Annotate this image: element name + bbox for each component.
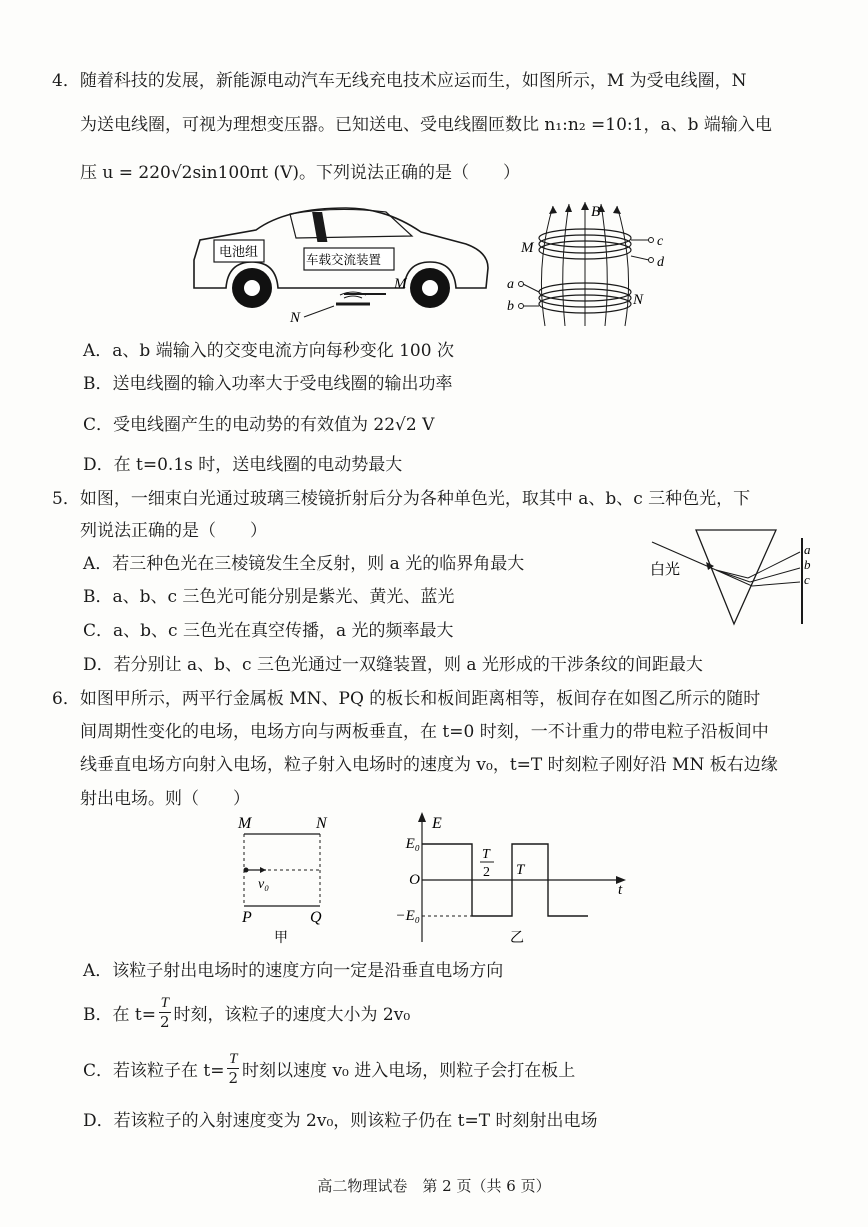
q5-line2: 列说法正确的是（ ） [80, 521, 267, 541]
axis-E-label: E [432, 815, 442, 832]
q6-line1: 6．如图甲所示，两平行金属板 MN、PQ 的板长和板间距离相等，板间存在如图乙所示的随时 [52, 689, 761, 709]
q6-option-b [83, 994, 410, 1031]
T-label: T [516, 862, 525, 878]
efield-graph [380, 808, 640, 948]
q6-line4: 射出电场。则（ ） [80, 789, 250, 809]
q6-b-fraction [158, 994, 172, 1031]
q5-option-d: D．若分别让 a、b、c 三色光通过一双缝装置，则 a 光形成的干涉条纹的间距最大 [83, 655, 703, 675]
q4-line1: 4．随着科技的发展，新能源电动汽车无线充电技术应运而生，如图所示，M 为受电线圈，N [52, 71, 747, 91]
q4-option-a: A．a、b 端输入的交变电流方向每秒变化 100 次 [83, 341, 454, 361]
q5-option-b: B．a、b、c 三色光可能分别是紫光、黄光、蓝光 [83, 587, 455, 607]
q6-line2: 间周期性变化的电场，电场方向与两板垂直，在 t=0 时刻，一不计重力的带电粒子沿板间中 [80, 722, 769, 742]
q6-line3: 线垂直电场方向射入电场，粒子射入电场时的速度为 v₀，t=T 时刻粒子刚好沿 MN 板右边缘 [80, 755, 778, 775]
device-label: 车载交流装置 [306, 253, 382, 267]
fig1-caption: 甲 [274, 931, 288, 946]
q6-b-post: 时刻，该粒子的速度大小为 2v₀ [173, 1005, 411, 1025]
q6-option-a: A．该粒子射出电场时的速度方向一定是沿垂直电场方向 [83, 961, 504, 981]
prism-c-label: c [804, 572, 810, 587]
v0-label: v₀ [258, 877, 270, 892]
q6-b-pre: B．在 t= [83, 1005, 156, 1025]
q6-b-frac-top: T [160, 995, 169, 1011]
car-figure [186, 200, 496, 330]
car-window [290, 209, 412, 238]
c-label: c [657, 234, 664, 249]
plate-N-label: N [316, 815, 327, 832]
coil-M-label: M [521, 240, 534, 256]
plates-figure [236, 812, 346, 947]
white-light-label: 白光 [650, 562, 681, 578]
battery-label: 电池组 [219, 244, 259, 259]
negE0-label: −E₀ [395, 908, 420, 924]
q6-option-c [83, 1050, 575, 1087]
car-M-label: M [394, 276, 407, 292]
coil-N-label: N [633, 292, 644, 308]
B-label: B [591, 204, 601, 220]
plate-M-label: M [238, 815, 252, 832]
axis-t-label: t [618, 882, 623, 898]
q5-option-a: A．若三种色光在三棱镜发生全反射，则 a 光的临界角最大 [83, 554, 525, 574]
origin-label: O [409, 872, 420, 888]
fig2-caption: 乙 [510, 931, 524, 946]
plate-Q-label: Q [310, 909, 322, 926]
prism-figure [648, 528, 818, 628]
plate-P-label: P [242, 909, 252, 926]
half-T-top: T [482, 847, 490, 862]
q4-option-c: C．受电线圈产生的电动势的有效值为 22√2 V [83, 415, 435, 435]
q4-line3: 压 u = 220√2sin100πt (V)。下列说法正确的是（ ） [80, 163, 521, 183]
d-label: d [657, 255, 664, 270]
b-label: b [507, 299, 514, 314]
E0-label: E₀ [405, 836, 420, 852]
q6-c-frac-bot: 2 [228, 1069, 239, 1087]
car-N-label: N [290, 310, 301, 326]
q5-option-c: C．a、b、c 三色光在真空传播，a 光的频率最大 [83, 621, 454, 641]
q4-option-d: D．在 t=0.1s 时，送电线圈的电动势最大 [83, 455, 403, 475]
q6-b-frac-bot: 2 [159, 1013, 170, 1031]
q6-c-fraction [227, 1050, 241, 1087]
a-label: a [507, 277, 514, 292]
q6-option-d: D．若该粒子的入射速度变为 2v₀，则该粒子仍在 t=T 时刻射出电场 [83, 1111, 598, 1131]
q6-c-frac-top: T [229, 1051, 238, 1067]
half-T-bot: 2 [483, 865, 490, 880]
q4-option-b: B．送电线圈的输入功率大于受电线圈的输出功率 [83, 374, 453, 394]
page-footer: 高二物理试卷 第 2 页（共 6 页） [317, 1177, 551, 1195]
coil-figure [505, 196, 685, 336]
prism-b-label: b [804, 557, 811, 572]
q6-c-pre: C．若该粒子在 t= [83, 1061, 225, 1081]
q5-line1: 5．如图，一细束白光通过玻璃三棱镜折射后分为各种单色光，取其中 a、b、c 三种色光，下 [52, 489, 751, 509]
q6-c-post: 时刻以速度 v₀ 进入电场，则粒子会打在板上 [242, 1061, 576, 1081]
prism-a-label: a [804, 542, 811, 557]
q4-line2: 为送电线圈，可视为理想变压器。已知送电、受电线圈匝数比 n₁:n₂ =10:1，a、b 端输入电 [80, 115, 772, 135]
